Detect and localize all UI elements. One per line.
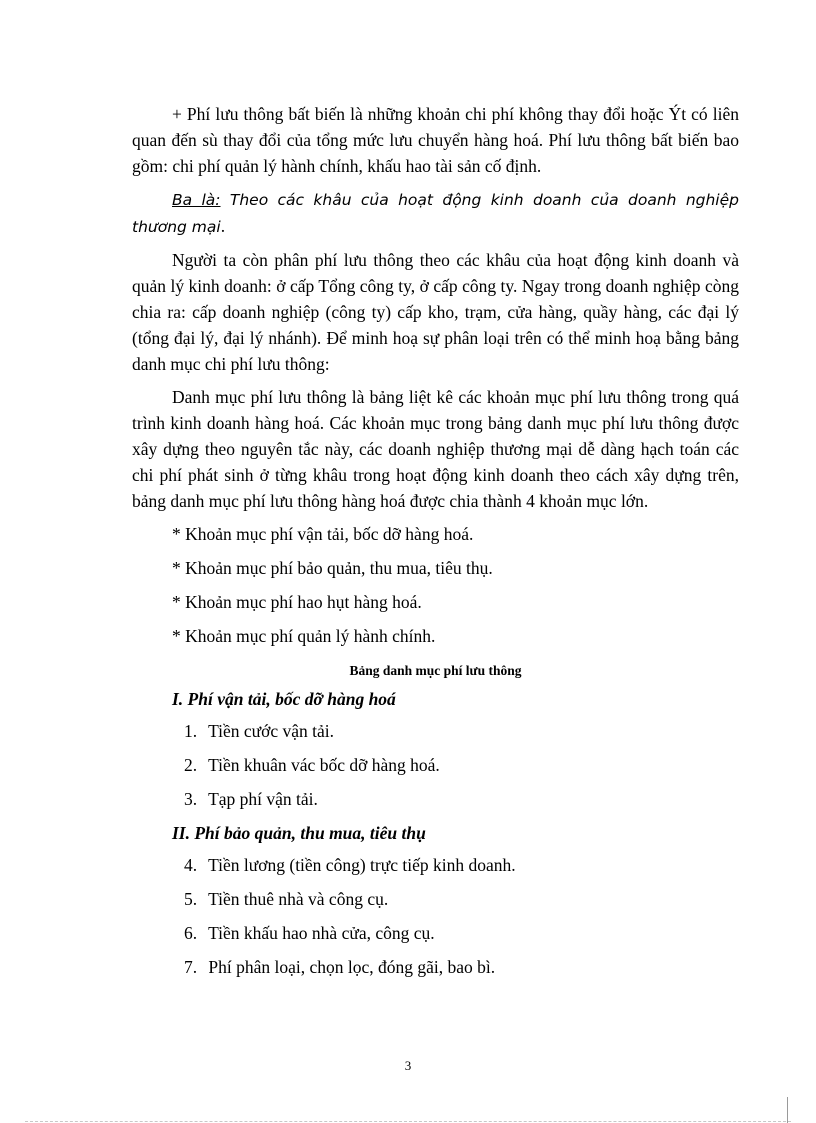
paragraph-stages: Người ta còn phân phí lưu thông theo các khâu của hoạt động kinh doanh và quản lý kinh doanh: ở cấp Tổng công ty, ở cấp công ty. Ngay trong doanh nghiệp còng chia ra: cấp doanh nghiệp (công ty) cấp kho, trạm, cửa hàng, quầy hàng, các đại lý (tổng đại lý, đại lý nhánh). Để minh hoạ sự phân loại trên có thể minh hoạ bằng bảng danh mục chi phí lưu thông: — [132, 250, 739, 374]
page-corner-mark — [787, 1097, 788, 1123]
item-text: Tiền khấu hao nhà cửa, công cụ. — [208, 923, 435, 943]
item-number: 4. — [184, 855, 198, 875]
bullet-item: * Khoản mục phí bảo quản, thu mua, tiêu thụ. — [172, 558, 493, 578]
list-item — [184, 753, 739, 777]
list-item — [184, 853, 739, 877]
criterion-label: Ba là: — [172, 191, 221, 209]
item-text: Tiền cước vận tải. — [208, 721, 335, 741]
criterion-heading — [132, 186, 739, 240]
paragraph-fixed-costs: + Phí lưu thông bất biến là những khoản chi phí không thay đổi hoặc Ýt có liên quan đến sù thay đổi của tổng mức lưu chuyển hàng hoá. Phí lưu thông bất biến bao gồm: chi phí quản lý hành chính, khấu hao tài sản cố định. — [132, 104, 739, 176]
item-number: 5. — [184, 889, 198, 909]
item-text: Tiền thuê nhà và công cụ. — [208, 889, 389, 909]
item-text: Phí phân loại, chọn lọc, đóng gãi, bao bì. — [208, 957, 496, 977]
table-title: Bảng danh mục phí lưu thông — [349, 663, 522, 678]
list-item — [184, 921, 739, 945]
bullet-item: * Khoản mục phí quản lý hành chính. — [172, 626, 436, 646]
page-bottom-divider — [25, 1121, 791, 1122]
section-heading-transport: I. Phí vận tải, bốc dỡ hàng hoá — [172, 689, 396, 709]
item-text: Tiền lương (tiền công) trực tiếp kinh doanh. — [208, 855, 516, 875]
item-number: 6. — [184, 923, 198, 943]
list-item — [184, 787, 739, 811]
bullet-item: * Khoản mục phí hao hụt hàng hoá. — [172, 592, 422, 612]
page-number: 3 — [404, 1058, 412, 1073]
item-number: 2. — [184, 755, 198, 775]
criterion-text: Theo các khâu của hoạt động kinh doanh của doanh nghiệp thương mại — [132, 191, 739, 236]
item-text: Tiền khuân vác bốc dỡ hàng hoá. — [208, 755, 440, 775]
item-number: 7. — [184, 957, 198, 977]
list-item — [184, 955, 739, 979]
section-heading-storage: II. Phí bảo quản, thu mua, tiêu thụ — [172, 823, 426, 843]
criterion-end: . — [220, 216, 226, 236]
page-content — [132, 101, 739, 989]
list-item — [184, 719, 739, 743]
list-item — [184, 887, 739, 911]
item-text: Tạp phí vận tải. — [208, 789, 318, 809]
bullet-item: * Khoản mục phí vận tải, bốc dỡ hàng hoá. — [172, 524, 474, 544]
item-number: 1. — [184, 721, 198, 741]
item-number: 3. — [184, 789, 198, 809]
paragraph-catalog: Danh mục phí lưu thông là bảng liệt kê các khoản mục phí lưu thông trong quá trình kinh doanh hàng hoá. Các khoản mục trong bảng danh mục phí lưu thông được xây dựng theo nguyên tắc này, các doanh nghiệp thương mại dễ dàng hạch toán các chi phí phát sinh ở từng khâu trong hoạt động kinh doanh theo cách xây dựng trên, bảng danh mục phí lưu thông hàng hoá được chia thành 4 khoản mục lớn. — [132, 387, 739, 511]
